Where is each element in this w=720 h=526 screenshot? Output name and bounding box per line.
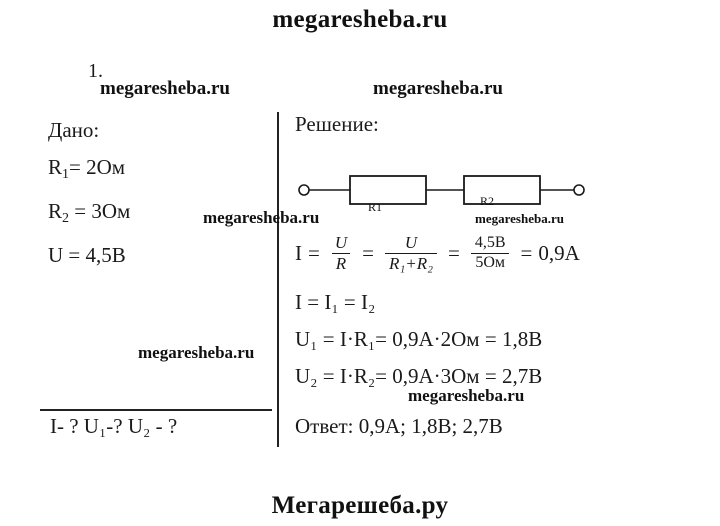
fraction-u-over-r [331, 234, 351, 273]
answer-line [295, 414, 503, 439]
u2-line: U₂ = I·R₂= 0,9А·3Ом = 2,7В [295, 364, 543, 388]
watermark-inline-3: megaresheba.ru [203, 208, 320, 227]
eq-sign-3: = [448, 240, 460, 265]
solution-title: Решение: [295, 112, 379, 136]
watermark-inline-6: megaresheba.ru [408, 386, 525, 405]
equal-currents-line: I = I₁ = I₂ [295, 290, 376, 314]
terminal-left-icon [299, 185, 309, 195]
eq-sign-2: = [362, 240, 374, 265]
current-formula-lhs: I [295, 240, 302, 265]
resistor-2-icon [464, 176, 540, 204]
answer-value: 0,9А; 1,8В; 2,7В [358, 414, 503, 438]
horizontal-divider [40, 409, 272, 411]
given-r2-value: = 3Ом [69, 198, 131, 223]
fraction-3-numerator: 4,5В [474, 234, 506, 252]
given-row-u [48, 237, 268, 274]
watermark-inline-4: megaresheba.ru [475, 211, 564, 226]
find-line: I- ? U₁-? U₂ - ? [50, 414, 178, 438]
current-result: 0,9А [538, 240, 580, 265]
u1-line: U₁ = I·R₁= 0,9А·2Ом = 1,8В [295, 327, 543, 351]
fraction-2-numerator: U [404, 233, 418, 252]
given-u-value: = 4,5В [63, 242, 126, 267]
fraction-1-numerator: U [334, 233, 348, 252]
fraction-2-denominator: R₁+R₂ [385, 253, 437, 273]
given-u-name: U [48, 242, 64, 267]
watermark-inline-5: megaresheba.ru [138, 343, 255, 362]
fraction-3-denominator: 5Ом [471, 253, 509, 272]
given-block [48, 112, 268, 274]
fraction-1-denominator: R [332, 253, 350, 273]
fraction-values [471, 235, 510, 272]
resistor-2-label: R2 [480, 194, 495, 208]
given-r1-sub: 1 [62, 166, 70, 182]
fraction-u-over-r1r2 [385, 234, 437, 273]
eq-sign-4: = [520, 240, 533, 265]
watermark-inline-2: megaresheba.ru [373, 78, 503, 99]
current-formula [295, 234, 580, 273]
given-r2-name: R [48, 198, 63, 223]
answer-label: Ответ: [295, 414, 354, 438]
eq-sign-1: = [308, 240, 320, 265]
watermark-top: megaresheba.ru [272, 6, 448, 33]
vertical-divider [277, 112, 279, 447]
given-row-r1 [48, 149, 268, 193]
watermark-inline-1: megaresheba.ru [100, 78, 230, 99]
given-r1-value: = 2Ом [69, 155, 126, 179]
resistor-1-icon [350, 176, 426, 204]
given-r2-sub: 2 [62, 210, 70, 226]
watermark-bottom: Мегарешеба.ру [271, 492, 449, 519]
resistor-1-label: R1 [368, 200, 383, 214]
given-r1-name: R [48, 155, 63, 179]
problem-number: 1. [88, 60, 103, 82]
terminal-right-icon [574, 185, 584, 195]
given-title: Дано: [48, 118, 100, 142]
